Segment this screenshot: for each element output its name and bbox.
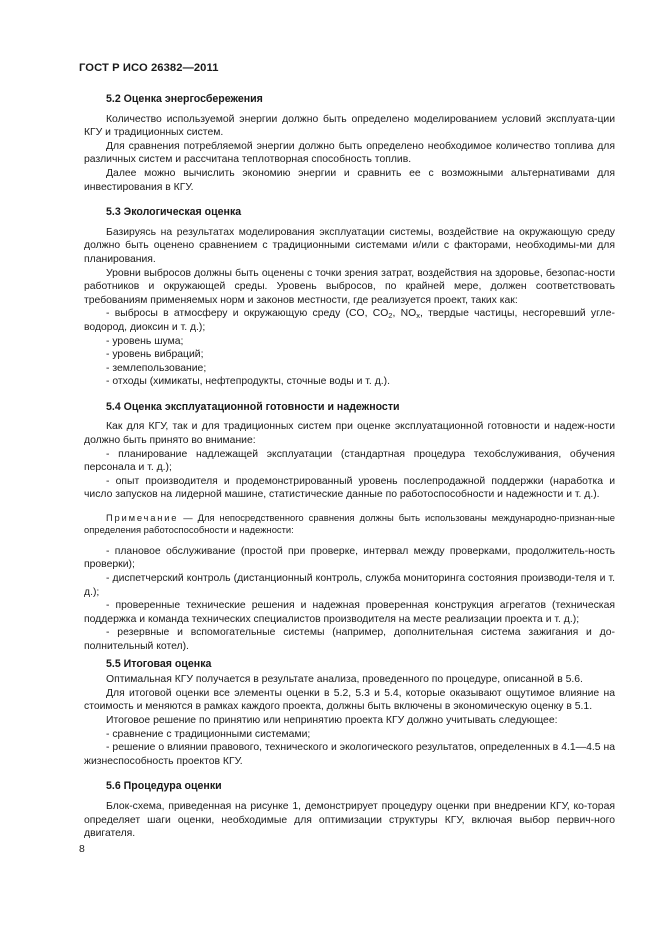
paragraph: Для сравнения потребляемой энергии должно быть определено необходимое количество топлива для различных систем и рассчитана теплотворная способность топлив. (84, 140, 615, 166)
paragraph: Для итоговой оценки все элементы оценки в 5.2, 5.3 и 5.4, которые оказывают ощутимое влияние на стоимость и меняются в рамках каждого проекта, должны быть включены в экономическую оценку в 5.1. (84, 687, 615, 713)
section-5-6 (84, 780, 615, 840)
standard-header: ГОСТ Р ИСО 26382—2011 (79, 62, 219, 74)
section-title: 5.4 Оценка эксплуатационной готовности и надежности (106, 400, 400, 413)
note (84, 512, 615, 537)
section-title: 5.5 Итоговая оценка (106, 657, 212, 670)
paragraph: Базируясь на результатах моделирования эксплуатации системы, воздействие на окружающую среду должно быть оценено сравнением с традиционными системами и/или с факторами, необходимы-ми для планирования. (84, 226, 615, 265)
paragraph: Оптимальная КГУ получается в результате анализа, проведенного по процедуре, описанной в 5.6. (106, 674, 583, 686)
paragraph: Блок-схема, приведенная на рисунке 1, демонстрирует процедуру оценки при внедрении КГУ, ко-торая определяет шаги оценки, необходимые для оптимизации структуры КГУ, включая выбор первич-ного двигателя. (84, 800, 615, 840)
section-title: 5.6 Процедура оценки (106, 780, 222, 793)
list-item: - сравнение с традиционными системами; (106, 728, 311, 740)
section-5-5 (84, 658, 615, 769)
section-title: 5.2 Оценка энергосбережения (106, 93, 263, 105)
note-text: — Для непосредственного сравнения должны быть использованы международно-признан-ные определения работоспособности и надежности: (84, 512, 615, 536)
paragraph: Количество используемой энергии должно быть определено моделированием условий эксплуата-ции КГУ и традиционных систем. (84, 113, 615, 139)
list-item: - проверенные технические решения и надежная проверенная конструкция агрегатов (техническая поддержка и команда технических специалистов производителя на месте реализации проекта и т. д.); (84, 600, 615, 625)
list-item: - выбросы в атмосферу и окружающую среду (CO, $CO_2$, $NO_x$, твердые частицы, несгоревший угле-водород, диоксин и т. д.); (84, 308, 615, 333)
list-item: - уровень вибраций; (106, 349, 204, 361)
list-item: - диспетчерский контроль (дистанционный контроль, служба мониторинга состояния производи-теля и т. д.); (84, 573, 615, 598)
list-item: - планирование надлежащей эксплуатации (стандартная процедура техобслуживания, обучения персонала и т. д.); (84, 448, 615, 474)
list-item: - землепользование; (106, 362, 207, 374)
list-item: - отходы (химикаты, нефтепродукты, сточные воды и т. д.). (106, 376, 390, 388)
paragraph: Уровни выбросов должны быть оценены с точки зрения затрат, воздействия на здоровье, безопас-ности работников и окружающей среды. Уровень выбросов, по крайней мере, должен соответствовать требованиям применяемых норм и законов местности, где реализуется проект, таких как: (84, 267, 615, 306)
section-title: 5.3 Экологическая оценка (106, 206, 242, 219)
section-5-4 (84, 401, 615, 654)
list-item: - резервные и вспомогательные системы (например, дополнительная система зажигания и до-полнительный котел). (84, 627, 615, 652)
section-5-2 (84, 93, 615, 194)
paragraph: Далее можно вычислить экономию энергии и сравнить ее с возможными альтернативами для инвестирования в КГУ. (84, 167, 615, 193)
list-item: - плановое обслуживание (простой при проверке, интервал между проверками, продолжитель-ность проверки); (84, 545, 615, 571)
section-5-3 (84, 206, 615, 389)
page-number: 8 (79, 844, 85, 855)
note-label: Примечание (106, 512, 179, 524)
list-item: - опыт производителя и продемонстрированный уровень послепродажной поддержки (наработка и число запусков на лидерной машине, статистические данные по работоспособности и надежности и т. д.). (84, 475, 615, 501)
page-content (84, 93, 615, 841)
list-item: - уровень шума; (106, 335, 184, 347)
paragraph: Итоговое решение по принятию или непринятию проекта КГУ должно учитывать следующее: (106, 714, 558, 726)
paragraph: Как для КГУ, так и для традиционных систем при оценке эксплуатационной готовности и надеж-ности должно быть принято во внимание: (84, 421, 615, 447)
list-item: - решение о влиянии правового, технического и экологического результатов, определенных в 4.1—4.5 на жизнеспособность проектов КГУ. (84, 742, 615, 767)
